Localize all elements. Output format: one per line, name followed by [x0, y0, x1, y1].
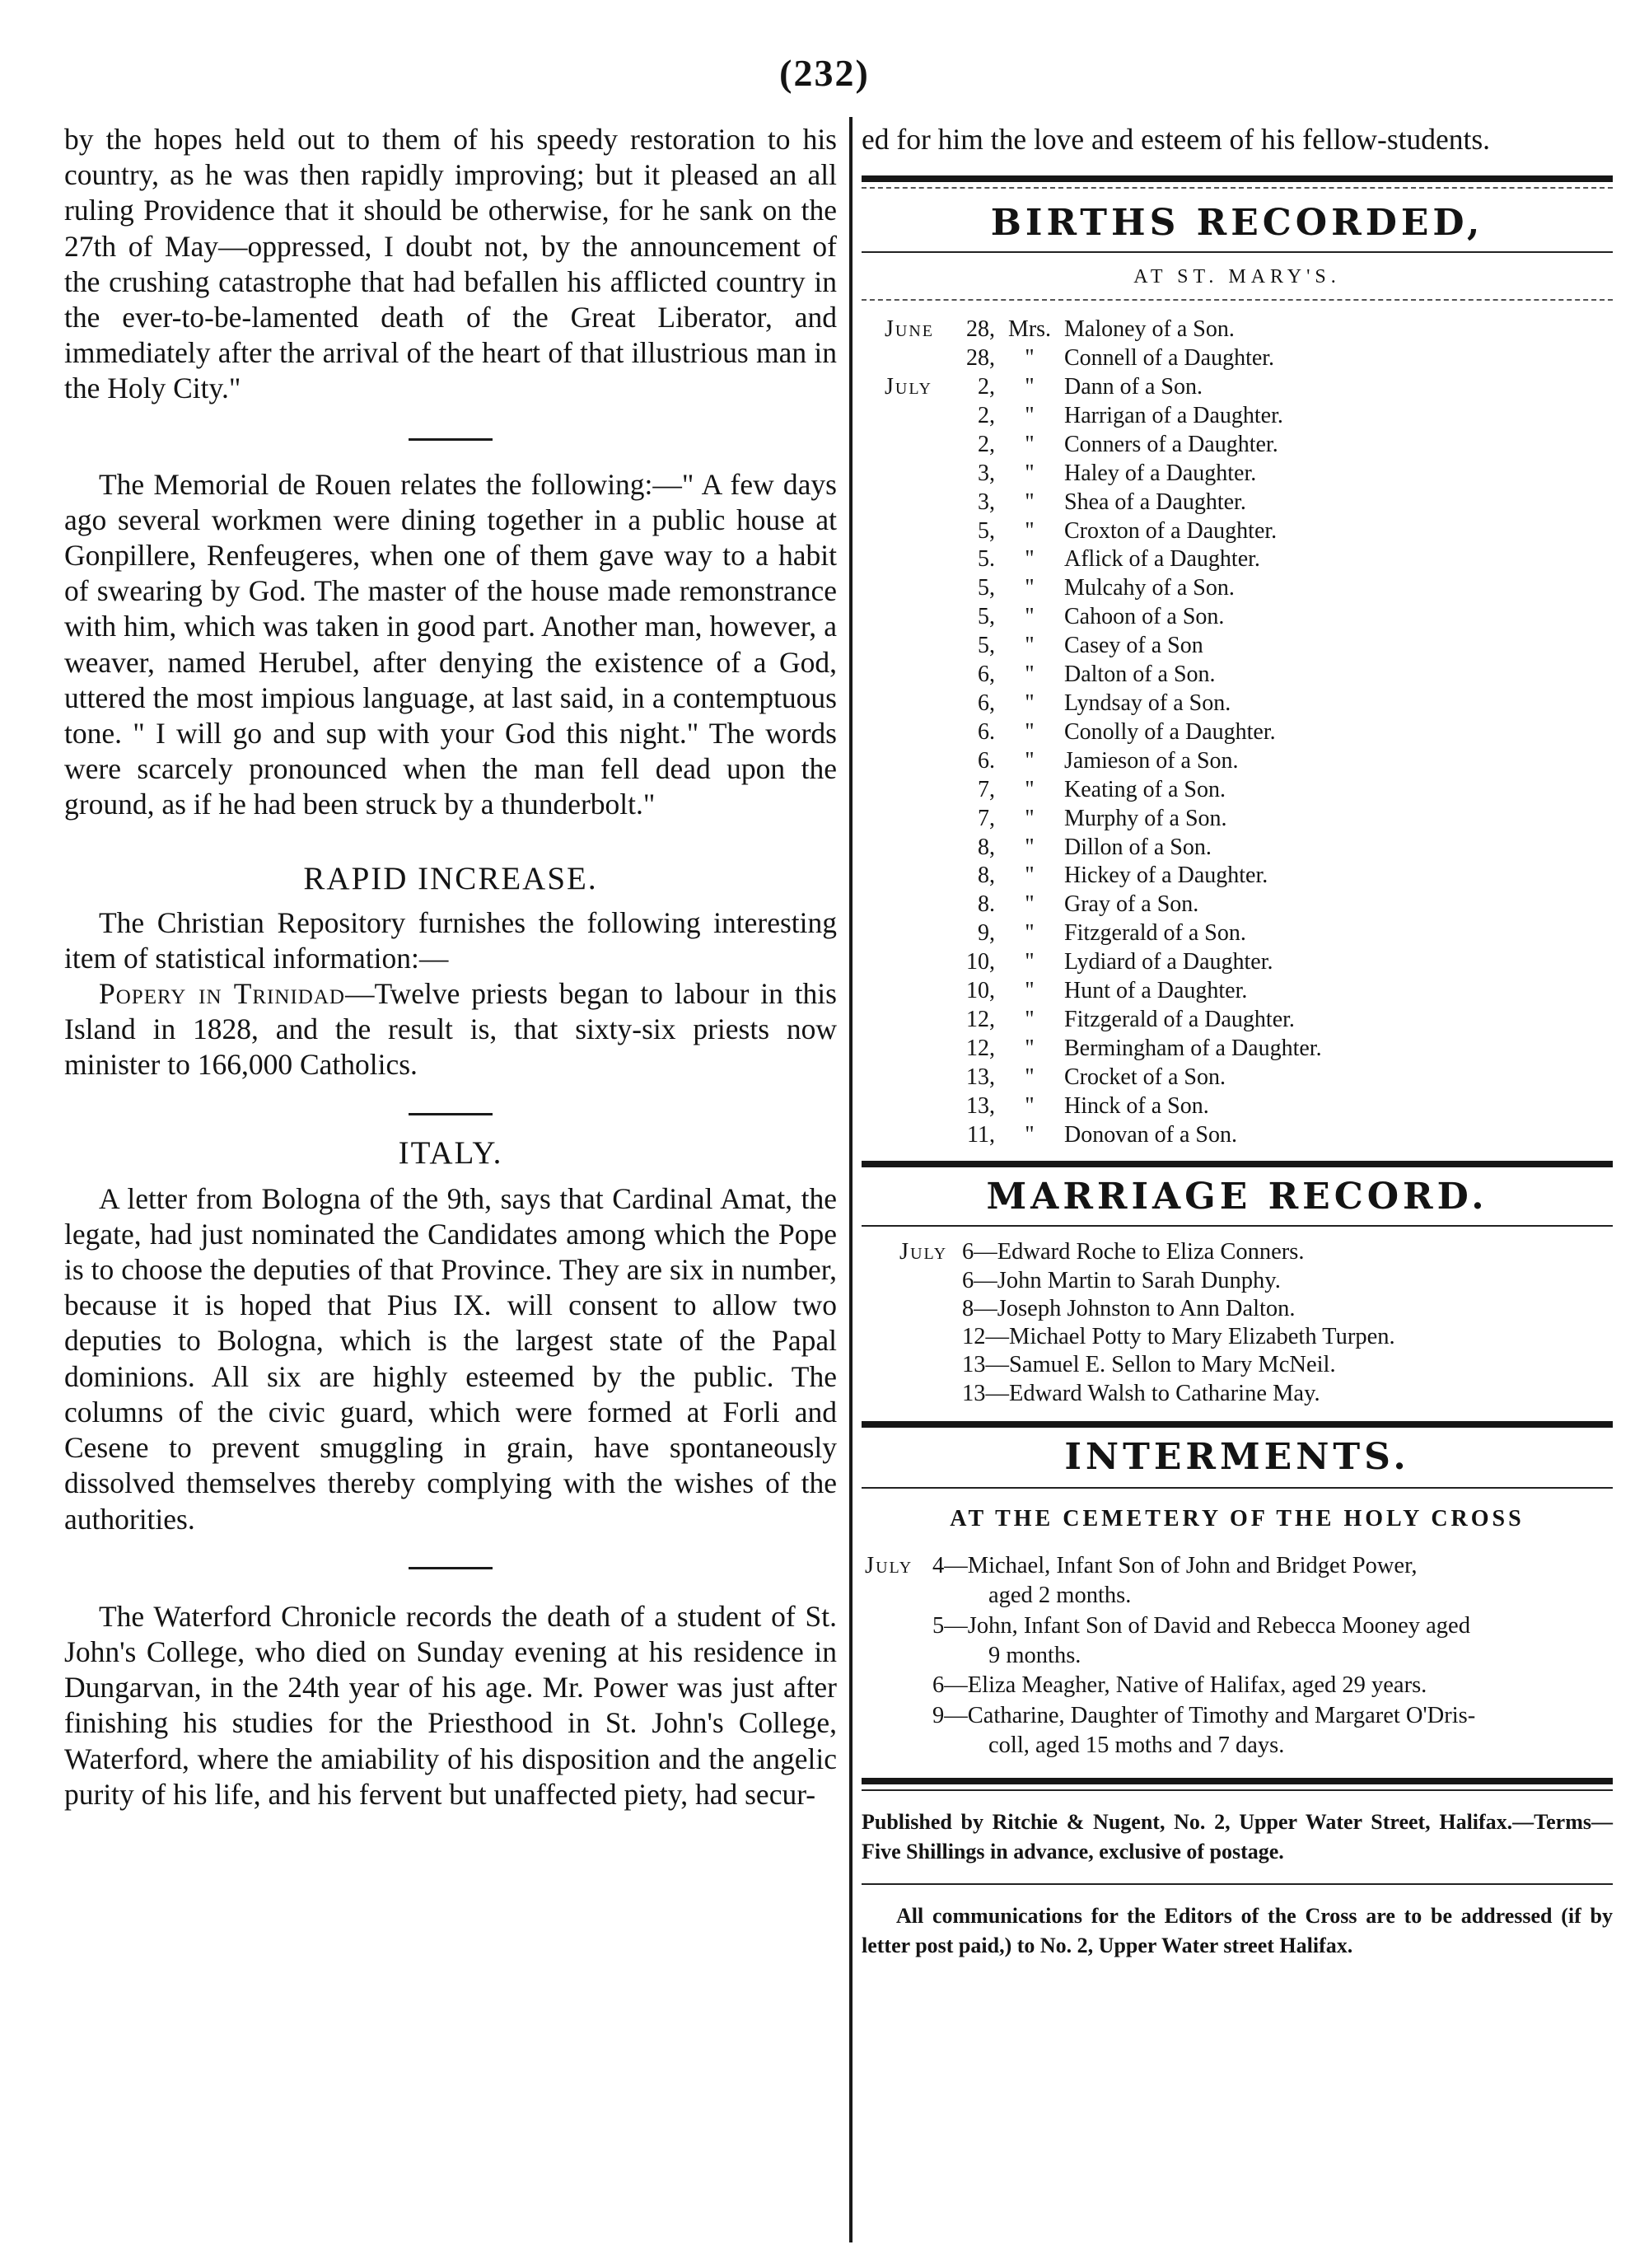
waterford-continuation: ed for him the love and esteem of his fellow-students.	[862, 123, 1491, 156]
birth-record: Conners of a Daughter.	[1064, 431, 1278, 457]
birth-day: 13,	[966, 1092, 995, 1119]
italy-heading: ITALY.	[398, 1134, 503, 1171]
birth-ditto: "	[1025, 863, 1035, 889]
interments-subtitle: AT THE CEMETERY OF THE HOLY CROSS	[950, 1505, 1525, 1531]
birth-row	[885, 431, 1322, 460]
birth-month	[885, 402, 957, 431]
birth-row	[885, 574, 1322, 603]
birth-row	[885, 344, 1322, 373]
birth-ditto: "	[1025, 1006, 1035, 1032]
birth-record: Connell of a Daughter.	[1064, 345, 1275, 372]
birth-month	[885, 603, 957, 632]
birth-record: Cahoon of a Son.	[1064, 604, 1225, 630]
birth-row	[885, 690, 1322, 718]
births-title: BIRTHS RECORDED,	[990, 202, 1484, 245]
marriage-text: 6—Edward Roche to Eliza Conners.	[962, 1239, 1305, 1265]
birth-ditto: "	[1025, 662, 1035, 688]
interment-entry-continuation: 9 months.	[988, 1642, 1081, 1668]
birth-record: Donovan of a Son.	[1064, 1121, 1237, 1148]
birth-record: Hinck of a Son.	[1064, 1092, 1209, 1119]
birth-row	[885, 545, 1322, 574]
birth-day: 12,	[966, 1035, 995, 1061]
birth-record: Croxton of a Daughter.	[1064, 517, 1278, 544]
birth-record: Maloney of a Son.	[1064, 316, 1235, 343]
interment-text: 6—Eliza Meagher, Native of Halifax, aged 29 years.	[932, 1672, 1427, 1699]
birth-record: Mulcahy of a Son.	[1064, 575, 1235, 601]
section-rule	[862, 1421, 1613, 1428]
birth-record: Harrigan of a Daughter.	[1064, 402, 1283, 428]
marriage-list	[899, 1238, 1613, 1407]
birth-row	[885, 517, 1322, 546]
birth-month	[885, 460, 957, 489]
birth-record: Haley of a Daughter.	[1064, 460, 1257, 486]
birth-day: 6,	[978, 662, 995, 688]
interment-entry	[865, 1551, 1613, 1581]
interment-month: July	[865, 1552, 913, 1578]
birth-day: 2,	[978, 431, 995, 457]
birth-day: 7,	[978, 776, 995, 802]
birth-day: 8,	[978, 834, 995, 860]
birth-ditto: "	[1025, 1092, 1035, 1119]
marriage-title: MARRIAGE RECORD.	[986, 1176, 1488, 1218]
interment-text: 5—John, Infant Son of David and Rebecca Mooney aged	[932, 1612, 1470, 1639]
birth-record: Keating of a Son.	[1064, 776, 1226, 802]
publisher-notice	[862, 1807, 1613, 1867]
trinidad-paragraph	[64, 976, 837, 1083]
left-column	[64, 122, 837, 1812]
interments-section	[862, 1434, 1613, 1761]
birth-row	[885, 1006, 1322, 1035]
birth-record: Gray of a Son.	[1064, 891, 1199, 918]
memorial-rouen-article: The Memorial de Rouen relates the following:—" A few days ago several workmen were dining together in a public house at Gonpillere, Renfeugeres, when one of them gave way to a habit of swearing by God. The master of the house made remonstrance with him, which was taken in good part. Another man, however, a weaver, named Herubel, after denying the existence of a God, uttered the most impious language, at last said, in a contemptuous tone. " I will go and sup with your God this night." The words were scarcely pronounced when the man fell dead upon the ground, as if he had been struck by a thunderbolt."	[64, 467, 837, 821]
marriage-entry	[899, 1323, 1613, 1351]
marriage-section	[862, 1174, 1613, 1407]
birth-day: 9,	[978, 920, 995, 947]
birth-row	[885, 948, 1322, 977]
birth-ditto: "	[1025, 805, 1035, 831]
birth-row	[885, 373, 1322, 402]
christian-repository-intro: The Christian Repository furnishes the following interesting item of statistical information:—	[64, 905, 837, 975]
birth-record: Shea of a Daughter.	[1064, 489, 1246, 515]
birth-row	[885, 1035, 1322, 1064]
marriage-entry	[899, 1380, 1613, 1408]
births-subtitle: AT ST. MARY'S.	[1133, 266, 1341, 288]
publisher-text: Published by Ritchie & Nugent, No. 2, Upper Water Street, Halifax.—Terms—Five Shillings in advance, exclusive of postage.	[862, 1809, 1613, 1864]
waterford-article: The Waterford Chronicle records the death of a student of St. John's College, who died on Sunday evening at his residence in Dungarvan, in the 24th year of his age. Mr. Power was just after finishing his studies for the Priesthood in St. John's College, Waterford, where the amiability of his disposition and the angelic purity of his life, and his fervent but unaffected piety, had secur-	[64, 1599, 837, 1811]
birth-row	[885, 718, 1322, 747]
birth-ditto: "	[1025, 374, 1035, 400]
birth-month	[885, 891, 957, 919]
birth-month	[885, 545, 957, 574]
marriage-text: 13—Samuel E. Sellon to Mary McNeil.	[962, 1352, 1336, 1378]
birth-day: 6.	[978, 747, 995, 774]
birth-ditto: "	[1025, 489, 1035, 515]
trinidad-lead: Popery in Trinidad	[99, 977, 345, 1011]
birth-day: 12,	[966, 1006, 995, 1032]
birth-day: 11,	[967, 1121, 995, 1148]
birth-row	[885, 805, 1322, 834]
birth-ditto: "	[1025, 747, 1035, 774]
interment-entry	[865, 1701, 1613, 1731]
marriage-text: 8—Joseph Johnston to Ann Dalton.	[962, 1295, 1296, 1321]
birth-month: July	[885, 374, 932, 400]
birth-month	[885, 1006, 957, 1035]
birth-row	[885, 776, 1322, 805]
page-number: (232)	[779, 52, 870, 94]
birth-month	[885, 977, 957, 1006]
birth-row	[885, 1064, 1322, 1092]
birth-day: 2,	[978, 374, 995, 400]
birth-row	[885, 919, 1322, 948]
birth-month	[885, 574, 957, 603]
birth-month	[885, 344, 957, 373]
birth-row	[885, 862, 1322, 891]
birth-ditto: "	[1025, 978, 1035, 1004]
birth-month: June	[885, 316, 934, 343]
birth-ditto: "	[1025, 1121, 1035, 1148]
birth-day: 10,	[966, 949, 995, 975]
birth-record: Dalton of a Son.	[1064, 662, 1216, 688]
birth-day: 6,	[978, 690, 995, 716]
birth-record: Jamieson of a Son.	[1064, 747, 1239, 774]
birth-record: Conolly of a Daughter.	[1064, 718, 1276, 745]
communications-notice: All communications for the Editors of the Cross are to be addressed (if by letter post paid,) to No. 2, Upper Water street Halifax.	[862, 1903, 1613, 1957]
birth-month	[885, 919, 957, 948]
obituary-continuation: by the hopes held out to them of his speedy restoration to his country, as he was then rapidly improving; but it pleased an all ruling Providence that it should be otherwise, for he sank on the 27th of May—oppressed, I doubt not, by the announcement of the crushing catastrophe that had befallen his afflicted country in the ever-to-be-lamented death of the Great Liberator, and immediately after the arrival of the heart of that illustrious man in the Holy City."	[64, 123, 837, 405]
birth-row	[885, 460, 1322, 489]
birth-ditto: "	[1025, 460, 1035, 486]
birth-ditto: Mrs.	[1007, 316, 1052, 343]
birth-row	[885, 632, 1322, 661]
birth-row	[885, 1121, 1322, 1150]
birth-month	[885, 1035, 957, 1064]
marriage-text: 12—Michael Potty to Mary Elizabeth Turpen.	[962, 1324, 1395, 1350]
birth-record: Dillon of a Son.	[1064, 834, 1212, 860]
birth-ditto: "	[1025, 604, 1035, 630]
birth-ditto: "	[1025, 633, 1035, 659]
birth-month	[885, 1064, 957, 1092]
birth-record: Crocket of a Son.	[1064, 1064, 1226, 1090]
birth-day: 5,	[978, 517, 995, 544]
birth-record: Hunt of a Daughter.	[1064, 978, 1248, 1004]
birth-month	[885, 747, 957, 776]
birth-ditto: "	[1025, 834, 1035, 860]
birth-day: 28,	[966, 316, 995, 343]
birth-day: 10,	[966, 978, 995, 1004]
birth-ditto: "	[1025, 1035, 1035, 1061]
birth-day: 5,	[978, 604, 995, 630]
marriage-month: July	[899, 1239, 948, 1265]
birth-ditto: "	[1025, 718, 1035, 745]
marriage-text: 6—John Martin to Sarah Dunphy.	[962, 1267, 1281, 1293]
rapid-increase-heading: RAPID INCREASE.	[303, 860, 598, 896]
birth-month	[885, 632, 957, 661]
birth-day: 5,	[978, 575, 995, 601]
interment-text: 9—Catharine, Daughter of Timothy and Margaret O'Dris-	[932, 1702, 1476, 1728]
birth-month	[885, 718, 957, 747]
birth-month	[885, 948, 957, 977]
birth-ditto: "	[1025, 776, 1035, 802]
birth-month	[885, 834, 957, 863]
birth-ditto: "	[1025, 546, 1035, 573]
birth-row	[885, 747, 1322, 776]
birth-month	[885, 862, 957, 891]
birth-month	[885, 690, 957, 718]
trinidad-text: —Twelve priests began to labour in this Island in 1828, and the result is, that sixty-six priests now minister to 166,000 Catholics.	[64, 977, 837, 1082]
birth-record: Aflick of a Daughter.	[1064, 546, 1260, 573]
birth-row	[885, 834, 1322, 863]
birth-day: 5,	[978, 633, 995, 659]
birth-ditto: "	[1025, 1064, 1035, 1090]
birth-month	[885, 431, 957, 460]
birth-day: 8,	[978, 863, 995, 889]
birth-day: 2,	[978, 402, 995, 428]
birth-record: Hickey of a Daughter.	[1064, 863, 1268, 889]
birth-record: Lydiard of a Daughter.	[1064, 949, 1273, 975]
section-rule	[862, 1778, 1613, 1784]
birth-ditto: "	[1025, 920, 1035, 947]
birth-day: 5.	[978, 546, 995, 573]
birth-day: 6.	[978, 718, 995, 745]
interments-title: INTERMENTS.	[1064, 1435, 1410, 1478]
birth-day: 13,	[966, 1064, 995, 1090]
marriage-entry	[899, 1267, 1613, 1295]
birth-record: Lyndsay of a Son.	[1064, 690, 1231, 716]
birth-row	[885, 316, 1322, 344]
interment-entry-continuation: aged 2 months.	[988, 1583, 1132, 1609]
birth-row	[885, 489, 1322, 517]
births-section	[862, 200, 1613, 1149]
birth-month	[885, 489, 957, 517]
interments-list	[865, 1551, 1613, 1761]
birth-ditto: "	[1025, 949, 1035, 975]
birth-record: Dann of a Son.	[1064, 374, 1203, 400]
birth-month	[885, 517, 957, 546]
births-table	[885, 316, 1322, 1149]
interment-entry	[865, 1671, 1613, 1700]
birth-month	[885, 805, 957, 834]
birth-month	[885, 776, 957, 805]
birth-day: 3,	[978, 460, 995, 486]
birth-record: Murphy of a Son.	[1064, 805, 1227, 831]
birth-ditto: "	[1025, 517, 1035, 544]
birth-day: 7,	[978, 805, 995, 831]
section-rule	[862, 175, 1613, 182]
birth-ditto: "	[1025, 431, 1035, 457]
birth-record: Fitzgerald of a Son.	[1064, 920, 1246, 947]
interment-entry-continuation: coll, aged 15 moths and 7 days.	[988, 1733, 1285, 1759]
interment-entry	[865, 1611, 1613, 1641]
marriage-entry	[899, 1351, 1613, 1379]
interment-text: 4—Michael, Infant Son of John and Bridget Power,	[932, 1552, 1418, 1578]
birth-record: Casey of a Son	[1064, 633, 1203, 659]
birth-ditto: "	[1025, 575, 1035, 601]
birth-row	[885, 891, 1322, 919]
birth-month	[885, 1092, 957, 1121]
birth-month	[885, 661, 957, 690]
birth-row	[885, 977, 1322, 1006]
birth-row	[885, 603, 1322, 632]
marriage-text: 13—Edward Walsh to Catharine May.	[962, 1380, 1320, 1406]
birth-ditto: "	[1025, 345, 1035, 372]
birth-ditto: "	[1025, 690, 1035, 716]
marriage-entry	[899, 1295, 1613, 1323]
right-column	[862, 122, 1613, 1961]
bologna-article: A letter from Bologna of the 9th, says that Cardinal Amat, the legate, had just nominated the Candidates among which the Pope is to choose the deputies of that Province. They are six in number, because it is hoped that Pius IX. will consent to allow two deputies to Bologna, which is the largest state of the Papal dominions. All six are highly esteemed by the public. The columns of the civic guard, which were formed at Forli and Cesene to prevent smuggling in grain, have spontaneously dissolved themselves thereby complying with the wishes of the authorities.	[64, 1181, 837, 1536]
marriage-entry	[899, 1238, 1613, 1266]
birth-row	[885, 661, 1322, 690]
birth-record: Fitzgerald of a Daughter.	[1064, 1006, 1295, 1032]
column-divider	[849, 117, 853, 2242]
birth-ditto: "	[1025, 891, 1035, 918]
birth-row	[885, 1092, 1322, 1121]
birth-record: Bermingham of a Daughter.	[1064, 1035, 1322, 1061]
birth-day: 3,	[978, 489, 995, 515]
section-rule	[862, 1161, 1613, 1167]
birth-day: 28,	[966, 345, 995, 372]
birth-month	[885, 1121, 957, 1150]
birth-day: 8.	[978, 891, 995, 918]
birth-ditto: "	[1025, 402, 1035, 428]
birth-row	[885, 402, 1322, 431]
